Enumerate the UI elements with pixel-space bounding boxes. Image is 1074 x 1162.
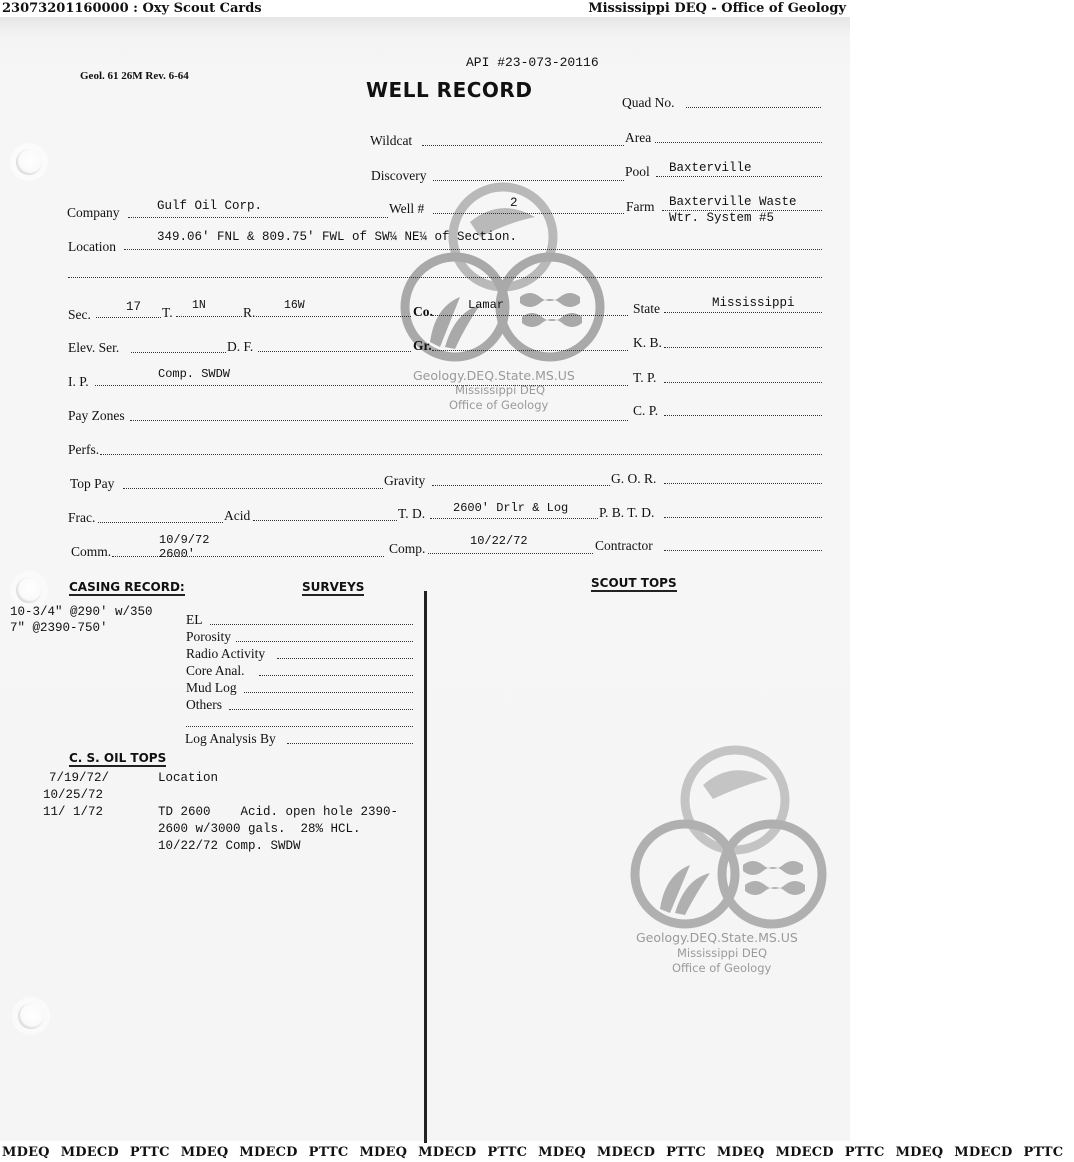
location-label: Location [68, 239, 116, 254]
punch-hole-top [16, 149, 42, 175]
gravity-field [432, 485, 610, 486]
cs-oil-tops-heading: C. S. OIL TOPS [69, 751, 167, 765]
survey-item-others: Others [186, 697, 222, 712]
header-bar [0, 0, 850, 17]
township-value: 1N [192, 299, 206, 312]
top-pay-label: Top Pay [70, 476, 115, 491]
survey-field-el [210, 624, 413, 625]
survey-field-core-analysis [259, 675, 413, 676]
area-label: Area [625, 130, 652, 145]
completed-value: 10/22/72 [470, 534, 528, 548]
footer-item: MDEQ [2, 1145, 50, 1160]
oil-tops-date: 11/ 1/72 [43, 805, 104, 819]
oil-tops-text: 10/22/72 Comp. SWDW [158, 839, 301, 853]
total-depth-value: 2600' Drlr & Log [453, 501, 569, 515]
footer-item: PTTC [666, 1145, 706, 1160]
perforations-label: Perfs. [68, 442, 100, 457]
company-label: Company [67, 205, 120, 220]
watermark-url-upper: Geology.DEQ.State.MS.US [413, 368, 575, 383]
derrick-floor-field [258, 351, 411, 352]
survey-item-radio-activity: Radio Activity [186, 646, 266, 661]
watermark-agency-upper: Mississippi DEQ [455, 383, 546, 397]
quad-no-field [686, 107, 821, 108]
footer-item: PTTC [487, 1145, 528, 1160]
quad-no-label: Quad No. [622, 95, 675, 110]
gas-oil-ratio-label: G. O. R. [611, 471, 657, 486]
header-document-id: 23073201160000 : Oxy Scout Cards [2, 1, 262, 16]
footer-item: MDECD [239, 1145, 298, 1160]
footer-item: PTTC [844, 1145, 885, 1160]
well-number-field [433, 213, 624, 214]
survey-item-el: EL [186, 612, 203, 627]
township-label: T. [162, 305, 173, 320]
top-pay-field [123, 488, 383, 489]
plug-back-depth-field [664, 517, 822, 518]
oil-tops-date: 7/19/72/ [49, 771, 110, 785]
tubing-pressure-label: T. P. [633, 370, 657, 385]
initial-production-label: I. P. [68, 374, 89, 389]
survey-item-log-analysis-by: Log Analysis By [185, 731, 276, 746]
frac-label: Frac. [68, 510, 96, 525]
survey-field-porosity [236, 641, 413, 642]
footer-item: MDEQ [895, 1145, 944, 1160]
section-value: 17 [126, 300, 142, 314]
watermark-agency-lower: Mississippi DEQ [677, 946, 768, 960]
derrick-floor-label: D. F. [227, 339, 254, 354]
oil-tops-text: TD 2600 Acid. open hole 2390- [158, 805, 399, 819]
footer-item: PTTC [308, 1145, 349, 1160]
oil-tops-date: 10/25/72 [43, 788, 104, 802]
footer-item: MDECD [775, 1145, 834, 1160]
footer-item: PTTC [1023, 1145, 1064, 1160]
scout-tops-heading: SCOUT TOPS [591, 576, 677, 590]
farm-value-line2: Wtr. System #5 [669, 211, 775, 225]
footer-item: MDECD [954, 1145, 1013, 1160]
range-value: 16W [284, 299, 305, 312]
initial-production-field [95, 385, 628, 386]
header-source: Mississippi DEQ - Office of Geology [588, 1, 846, 16]
county-field [432, 315, 628, 316]
footer-item: MDEQ [538, 1145, 586, 1160]
commenced-date-value: 10/9/72 [159, 533, 210, 547]
county-label: Co. [413, 304, 433, 319]
ground-field [432, 350, 628, 351]
plug-back-depth-label: P. B. T. D. [599, 505, 655, 520]
elevation-ser-field [131, 352, 226, 353]
gravity-label: Gravity [384, 473, 426, 488]
watermark-url-lower: Geology.DEQ.State.MS.US [636, 930, 798, 945]
watermark-office-upper: Office of Geology [449, 398, 549, 412]
scanned-well-record-card [0, 17, 850, 1141]
page-title: WELL RECORD [366, 78, 533, 102]
pool-value: Baxterville [669, 161, 752, 175]
well-number-label: Well # [389, 201, 425, 216]
contractor-label: Contractor [595, 538, 653, 553]
footer-item: MDECD [418, 1145, 477, 1160]
survey-field-radio-activity [277, 658, 413, 659]
discovery-label: Discovery [371, 168, 427, 183]
mdeq-logo-watermark-lower [625, 737, 835, 927]
commenced-label: Comm. [71, 544, 112, 559]
logo-circle-water [500, 257, 600, 357]
oil-tops-text: 2600 w/3000 gals. 28% HCL. [158, 822, 361, 836]
footer-item: MDEQ [359, 1145, 408, 1160]
punch-hole-bottom [18, 1003, 44, 1029]
pool-label: Pool [625, 164, 650, 179]
location-value: 349.06' FNL & 809.75' FWL of SW¼ NE¼ of Section. [157, 230, 518, 244]
survey-field-others [229, 709, 413, 710]
state-value: Mississippi [712, 296, 795, 310]
contractor-field [664, 550, 822, 551]
total-depth-label: T. D. [398, 506, 426, 521]
section-field [96, 317, 161, 318]
casing-pressure-label: C. P. [633, 403, 659, 418]
survey-field-log-analysis-by [287, 743, 413, 744]
location-field-line2 [68, 277, 822, 278]
oil-tops-text: Location [158, 771, 219, 785]
initial-production-value: Comp. SWDW [158, 367, 231, 381]
casing-record-line: 7" @2390-750' [10, 621, 108, 635]
range-field [256, 316, 411, 317]
completed-field [428, 553, 593, 554]
casing-record-heading: CASING RECORD: [69, 580, 185, 594]
frac-field [98, 522, 223, 523]
location-field [124, 249, 822, 250]
completed-label: Comp. [389, 541, 426, 556]
footer-item: MDECD [596, 1145, 656, 1160]
pool-field [656, 176, 822, 177]
punch-hole-middle [16, 577, 42, 603]
gas-oil-ratio-field [664, 483, 822, 484]
survey-field-mud-log [244, 692, 413, 693]
acid-label: Acid [224, 508, 251, 523]
form-code: Geol. 61 26M Rev. 6-64 [80, 70, 189, 82]
footer-item: MDEQ [180, 1145, 229, 1160]
column-divider [424, 591, 427, 1151]
farm-field [662, 210, 822, 211]
wildcat-label: Wildcat [370, 133, 413, 148]
township-field [176, 316, 242, 317]
perforations-field [100, 454, 822, 455]
total-depth-field [430, 518, 598, 519]
area-field [655, 142, 822, 143]
survey-item-porosity: Porosity [186, 629, 232, 644]
commenced-field [112, 556, 384, 557]
state-field [664, 312, 822, 313]
section-label: Sec. [68, 307, 91, 322]
surveys-heading: SURVEYS [302, 580, 365, 594]
kelly-bushing-field [664, 347, 822, 348]
county-value: Lamar [468, 298, 505, 312]
wildcat-field [422, 145, 624, 146]
casing-pressure-field [664, 415, 822, 416]
farm-value-line1: Baxterville Waste [669, 195, 797, 209]
tubing-pressure-field [664, 382, 822, 383]
footer-item: MDECD [60, 1145, 119, 1160]
well-number-value: 2 [510, 196, 518, 210]
pay-zones-field [130, 420, 628, 421]
range-label: R. [243, 305, 256, 320]
elevation-ser-label: Elev. Ser. [68, 340, 120, 355]
kelly-bushing-label: K. B. [633, 335, 662, 350]
survey-field-blank [186, 726, 413, 727]
state-label: State [633, 301, 660, 316]
farm-label: Farm [626, 199, 655, 214]
casing-record-line: 10-3/4" @290' w/350 [10, 605, 153, 619]
watermark-office-lower: Office of Geology [672, 961, 772, 975]
discovery-field [433, 180, 624, 181]
company-value: Gulf Oil Corp. [157, 199, 263, 213]
api-number: API #23-073-20116 [466, 55, 599, 70]
commenced-depth-value: 2600' [159, 547, 196, 561]
ground-label: Gr. [413, 338, 432, 353]
footer-item: PTTC [129, 1145, 170, 1160]
survey-item-mud-log: Mud Log [186, 680, 237, 695]
footer-bar [0, 1143, 1064, 1162]
acid-field [253, 520, 397, 521]
survey-item-core-analysis: Core Anal. [186, 663, 245, 678]
footer-item: MDEQ [716, 1145, 765, 1160]
company-field [128, 217, 388, 218]
pay-zones-label: Pay Zones [68, 408, 125, 423]
